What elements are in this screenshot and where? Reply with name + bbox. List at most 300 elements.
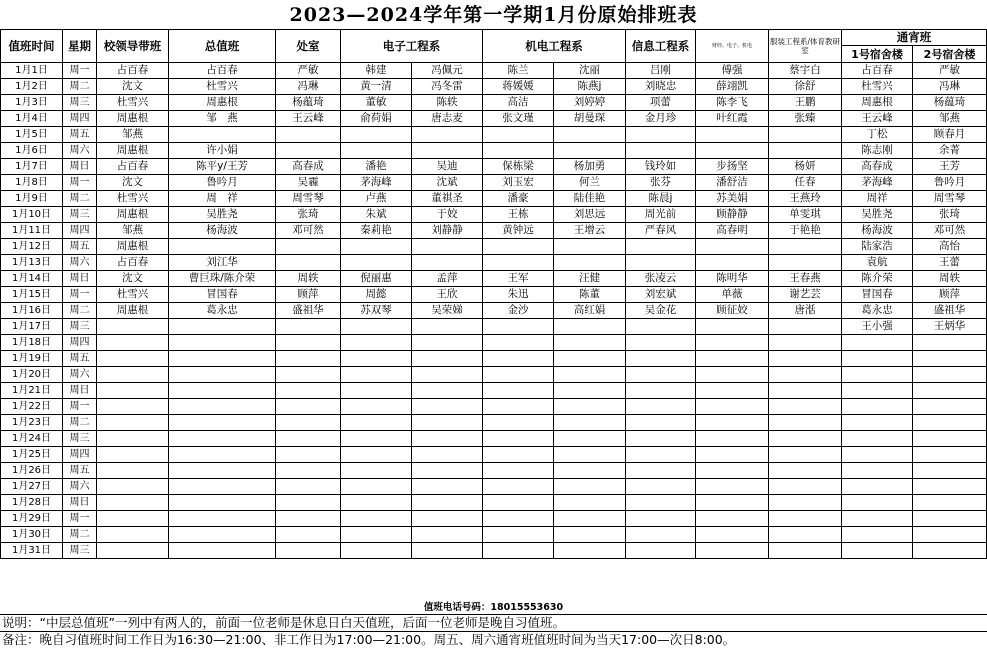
cell-garment-sports[interactable] xyxy=(769,543,842,559)
cell-leader[interactable] xyxy=(97,447,169,463)
cell-dorm2[interactable] xyxy=(913,479,987,495)
cell-mechatronics-1[interactable] xyxy=(483,431,554,447)
cell-mechatronics-2[interactable] xyxy=(554,319,626,335)
cell-mechatronics-1[interactable] xyxy=(483,351,554,367)
cell-dorm1[interactable] xyxy=(842,351,913,367)
cell-mechatronics-2[interactable] xyxy=(554,367,626,383)
cell-general[interactable] xyxy=(169,527,276,543)
cell-finance-elec-mech[interactable] xyxy=(696,527,769,543)
cell-mechatronics-1[interactable] xyxy=(483,367,554,383)
cell-electronics-1[interactable]: 朱斌 xyxy=(341,207,412,223)
cell-electronics-2[interactable] xyxy=(412,335,483,351)
cell-dorm2[interactable]: 顾萍 xyxy=(913,287,987,303)
cell-electronics-2[interactable]: 刘静静 xyxy=(412,223,483,239)
cell-mechatronics-1[interactable]: 高洁 xyxy=(483,95,554,111)
cell-it[interactable]: 吴金花 xyxy=(626,303,696,319)
cell-electronics-1[interactable] xyxy=(341,543,412,559)
cell-electronics-1[interactable] xyxy=(341,127,412,143)
cell-leader[interactable] xyxy=(97,479,169,495)
cell-leader[interactable] xyxy=(97,399,169,415)
cell-garment-sports[interactable] xyxy=(769,367,842,383)
cell-electronics-2[interactable]: 吴荣娣 xyxy=(412,303,483,319)
cell-electronics-2[interactable] xyxy=(412,543,483,559)
cell-dorm1[interactable] xyxy=(842,383,913,399)
cell-it[interactable]: 钱玲如 xyxy=(626,159,696,175)
cell-general[interactable]: 许小娟 xyxy=(169,143,276,159)
cell-leader[interactable]: 杜雪兴 xyxy=(97,287,169,303)
cell-dorm2[interactable] xyxy=(913,383,987,399)
cell-finance-elec-mech[interactable]: 叶红霞 xyxy=(696,111,769,127)
cell-dorm1[interactable]: 周惠根 xyxy=(842,95,913,111)
cell-office[interactable]: 王云峰 xyxy=(276,111,341,127)
cell-it[interactable] xyxy=(626,495,696,511)
cell-date[interactable]: 1月12日 xyxy=(1,239,63,255)
cell-weekday[interactable]: 周一 xyxy=(63,287,97,303)
cell-electronics-2[interactable]: 陈轶 xyxy=(412,95,483,111)
cell-finance-elec-mech[interactable] xyxy=(696,415,769,431)
cell-dorm1[interactable]: 周祥 xyxy=(842,191,913,207)
cell-electronics-2[interactable] xyxy=(412,511,483,527)
cell-mechatronics-1[interactable] xyxy=(483,447,554,463)
cell-garment-sports[interactable]: 徐舒 xyxy=(769,79,842,95)
cell-electronics-2[interactable]: 冯冬雷 xyxy=(412,79,483,95)
cell-mechatronics-2[interactable]: 高红娟 xyxy=(554,303,626,319)
cell-it[interactable]: 张芬 xyxy=(626,175,696,191)
cell-mechatronics-2[interactable]: 陆佳艳 xyxy=(554,191,626,207)
cell-leader[interactable]: 周惠根 xyxy=(97,111,169,127)
cell-garment-sports[interactable]: 任春 xyxy=(769,175,842,191)
cell-dorm2[interactable]: 周轶 xyxy=(913,271,987,287)
cell-finance-elec-mech[interactable]: 薛翊凯 xyxy=(696,79,769,95)
cell-dorm2[interactable]: 邹燕 xyxy=(913,111,987,127)
cell-date[interactable]: 1月3日 xyxy=(1,95,63,111)
cell-dorm2[interactable] xyxy=(913,399,987,415)
cell-garment-sports[interactable] xyxy=(769,255,842,271)
cell-dorm1[interactable]: 王云峰 xyxy=(842,111,913,127)
cell-finance-elec-mech[interactable] xyxy=(696,495,769,511)
cell-electronics-1[interactable] xyxy=(341,527,412,543)
cell-dorm2[interactable]: 张琦 xyxy=(913,207,987,223)
cell-leader[interactable] xyxy=(97,319,169,335)
cell-mechatronics-1[interactable] xyxy=(483,495,554,511)
cell-office[interactable] xyxy=(276,511,341,527)
cell-dorm1[interactable]: 陈志刚 xyxy=(842,143,913,159)
cell-mechatronics-2[interactable] xyxy=(554,143,626,159)
cell-dorm2[interactable]: 邓可然 xyxy=(913,223,987,239)
cell-electronics-2[interactable] xyxy=(412,479,483,495)
cell-general[interactable] xyxy=(169,367,276,383)
cell-electronics-1[interactable] xyxy=(341,399,412,415)
cell-leader[interactable]: 占百春 xyxy=(97,63,169,79)
cell-dorm2[interactable]: 杨蕴琦 xyxy=(913,95,987,111)
cell-electronics-2[interactable] xyxy=(412,239,483,255)
cell-dorm2[interactable]: 王芳 xyxy=(913,159,987,175)
cell-general[interactable] xyxy=(169,543,276,559)
cell-garment-sports[interactable] xyxy=(769,399,842,415)
cell-mechatronics-2[interactable]: 胡曼琛 xyxy=(554,111,626,127)
cell-dorm1[interactable] xyxy=(842,527,913,543)
cell-mechatronics-2[interactable] xyxy=(554,479,626,495)
cell-dorm1[interactable]: 占百春 xyxy=(842,63,913,79)
cell-electronics-1[interactable]: 俞荷娟 xyxy=(341,111,412,127)
cell-mechatronics-2[interactable] xyxy=(554,463,626,479)
cell-date[interactable]: 1月15日 xyxy=(1,287,63,303)
cell-general[interactable] xyxy=(169,319,276,335)
cell-finance-elec-mech[interactable]: 陈明华 xyxy=(696,271,769,287)
cell-finance-elec-mech[interactable] xyxy=(696,335,769,351)
cell-mechatronics-2[interactable] xyxy=(554,543,626,559)
cell-it[interactable] xyxy=(626,479,696,495)
cell-mechatronics-2[interactable] xyxy=(554,527,626,543)
cell-weekday[interactable]: 周三 xyxy=(63,543,97,559)
cell-mechatronics-1[interactable] xyxy=(483,239,554,255)
cell-electronics-1[interactable]: 韩建 xyxy=(341,63,412,79)
cell-mechatronics-1[interactable]: 金沙 xyxy=(483,303,554,319)
cell-it[interactable] xyxy=(626,127,696,143)
cell-office[interactable] xyxy=(276,143,341,159)
cell-weekday[interactable]: 周日 xyxy=(63,383,97,399)
cell-office[interactable] xyxy=(276,527,341,543)
cell-dorm1[interactable]: 葛永忠 xyxy=(842,303,913,319)
cell-it[interactable] xyxy=(626,335,696,351)
cell-it[interactable] xyxy=(626,447,696,463)
cell-date[interactable]: 1月29日 xyxy=(1,511,63,527)
cell-it[interactable] xyxy=(626,543,696,559)
cell-electronics-2[interactable]: 吴迪 xyxy=(412,159,483,175)
cell-garment-sports[interactable]: 于艳艳 xyxy=(769,223,842,239)
cell-it[interactable] xyxy=(626,319,696,335)
cell-weekday[interactable]: 周二 xyxy=(63,415,97,431)
cell-electronics-2[interactable]: 冯佩元 xyxy=(412,63,483,79)
cell-dorm2[interactable]: 高怡 xyxy=(913,239,987,255)
cell-dorm1[interactable]: 丁松 xyxy=(842,127,913,143)
cell-electronics-2[interactable]: 唐志麦 xyxy=(412,111,483,127)
cell-general[interactable] xyxy=(169,335,276,351)
cell-leader[interactable]: 周惠根 xyxy=(97,143,169,159)
cell-date[interactable]: 1月25日 xyxy=(1,447,63,463)
cell-electronics-1[interactable]: 苏双琴 xyxy=(341,303,412,319)
cell-dorm2[interactable] xyxy=(913,511,987,527)
cell-mechatronics-1[interactable] xyxy=(483,319,554,335)
cell-date[interactable]: 1月2日 xyxy=(1,79,63,95)
cell-it[interactable] xyxy=(626,463,696,479)
cell-office[interactable]: 周轶 xyxy=(276,271,341,287)
cell-finance-elec-mech[interactable] xyxy=(696,463,769,479)
cell-garment-sports[interactable]: 王鹏 xyxy=(769,95,842,111)
cell-garment-sports[interactable] xyxy=(769,447,842,463)
cell-garment-sports[interactable] xyxy=(769,319,842,335)
cell-mechatronics-2[interactable] xyxy=(554,431,626,447)
cell-finance-elec-mech[interactable] xyxy=(696,511,769,527)
cell-it[interactable] xyxy=(626,383,696,399)
cell-finance-elec-mech[interactable]: 单薇 xyxy=(696,287,769,303)
cell-leader[interactable] xyxy=(97,383,169,399)
cell-dorm1[interactable] xyxy=(842,415,913,431)
cell-date[interactable]: 1月28日 xyxy=(1,495,63,511)
cell-it[interactable]: 陈晨j xyxy=(626,191,696,207)
cell-dorm2[interactable] xyxy=(913,415,987,431)
cell-dorm2[interactable]: 盛祖华 xyxy=(913,303,987,319)
cell-date[interactable]: 1月26日 xyxy=(1,463,63,479)
cell-office[interactable]: 杨蕴琦 xyxy=(276,95,341,111)
cell-weekday[interactable]: 周三 xyxy=(63,319,97,335)
cell-electronics-2[interactable]: 沈斌 xyxy=(412,175,483,191)
cell-dorm1[interactable]: 杨海波 xyxy=(842,223,913,239)
cell-electronics-2[interactable] xyxy=(412,431,483,447)
cell-general[interactable] xyxy=(169,479,276,495)
cell-finance-elec-mech[interactable]: 顾静静 xyxy=(696,207,769,223)
cell-garment-sports[interactable]: 谢艺芸 xyxy=(769,287,842,303)
cell-mechatronics-2[interactable] xyxy=(554,383,626,399)
cell-finance-elec-mech[interactable] xyxy=(696,143,769,159)
cell-mechatronics-2[interactable] xyxy=(554,399,626,415)
cell-it[interactable] xyxy=(626,239,696,255)
cell-dorm1[interactable]: 杜雪兴 xyxy=(842,79,913,95)
cell-garment-sports[interactable]: 张臻 xyxy=(769,111,842,127)
cell-office[interactable] xyxy=(276,399,341,415)
cell-dorm1[interactable]: 冒国春 xyxy=(842,287,913,303)
cell-electronics-1[interactable] xyxy=(341,255,412,271)
cell-general[interactable] xyxy=(169,511,276,527)
cell-garment-sports[interactable] xyxy=(769,511,842,527)
cell-mechatronics-1[interactable] xyxy=(483,255,554,271)
cell-leader[interactable] xyxy=(97,511,169,527)
cell-general[interactable]: 曹巨珠/陈介荣 xyxy=(169,271,276,287)
cell-general[interactable]: 周 祥 xyxy=(169,191,276,207)
cell-dorm2[interactable]: 王蕾 xyxy=(913,255,987,271)
cell-mechatronics-1[interactable] xyxy=(483,463,554,479)
cell-weekday[interactable]: 周五 xyxy=(63,239,97,255)
cell-dorm1[interactable] xyxy=(842,447,913,463)
cell-date[interactable]: 1月16日 xyxy=(1,303,63,319)
cell-garment-sports[interactable] xyxy=(769,415,842,431)
cell-office[interactable]: 盛祖华 xyxy=(276,303,341,319)
cell-dorm2[interactable]: 鲁吟月 xyxy=(913,175,987,191)
cell-dorm2[interactable] xyxy=(913,447,987,463)
cell-it[interactable]: 项蕾 xyxy=(626,95,696,111)
cell-mechatronics-1[interactable] xyxy=(483,127,554,143)
cell-office[interactable] xyxy=(276,431,341,447)
cell-electronics-2[interactable]: 孟萍 xyxy=(412,271,483,287)
cell-finance-elec-mech[interactable] xyxy=(696,351,769,367)
cell-leader[interactable] xyxy=(97,543,169,559)
cell-it[interactable]: 金月珍 xyxy=(626,111,696,127)
cell-leader[interactable]: 杜雪兴 xyxy=(97,95,169,111)
cell-dorm2[interactable]: 周雪琴 xyxy=(913,191,987,207)
cell-mechatronics-1[interactable]: 刘玉宏 xyxy=(483,175,554,191)
cell-general[interactable]: 葛永忠 xyxy=(169,303,276,319)
cell-leader[interactable] xyxy=(97,351,169,367)
cell-leader[interactable]: 邹燕 xyxy=(97,223,169,239)
cell-it[interactable]: 张凌云 xyxy=(626,271,696,287)
cell-office[interactable] xyxy=(276,447,341,463)
cell-electronics-2[interactable]: 董祺圣 xyxy=(412,191,483,207)
cell-weekday[interactable]: 周五 xyxy=(63,351,97,367)
cell-dorm1[interactable] xyxy=(842,463,913,479)
cell-electronics-1[interactable] xyxy=(341,463,412,479)
cell-mechatronics-1[interactable]: 保栋梁 xyxy=(483,159,554,175)
cell-electronics-2[interactable] xyxy=(412,127,483,143)
cell-mechatronics-2[interactable] xyxy=(554,351,626,367)
cell-mechatronics-1[interactable] xyxy=(483,543,554,559)
cell-finance-elec-mech[interactable] xyxy=(696,447,769,463)
cell-leader[interactable] xyxy=(97,431,169,447)
cell-date[interactable]: 1月1日 xyxy=(1,63,63,79)
cell-finance-elec-mech[interactable] xyxy=(696,383,769,399)
cell-garment-sports[interactable] xyxy=(769,239,842,255)
cell-finance-elec-mech[interactable] xyxy=(696,255,769,271)
cell-office[interactable] xyxy=(276,543,341,559)
cell-date[interactable]: 1月20日 xyxy=(1,367,63,383)
cell-general[interactable]: 冒国春 xyxy=(169,287,276,303)
cell-general[interactable]: 鲁吟月 xyxy=(169,175,276,191)
cell-general[interactable] xyxy=(169,447,276,463)
cell-electronics-1[interactable] xyxy=(341,143,412,159)
cell-weekday[interactable]: 周二 xyxy=(63,191,97,207)
cell-date[interactable]: 1月18日 xyxy=(1,335,63,351)
cell-office[interactable]: 高春成 xyxy=(276,159,341,175)
cell-leader[interactable]: 周惠根 xyxy=(97,239,169,255)
cell-mechatronics-1[interactable] xyxy=(483,399,554,415)
cell-electronics-2[interactable] xyxy=(412,415,483,431)
cell-weekday[interactable]: 周六 xyxy=(63,143,97,159)
cell-general[interactable] xyxy=(169,383,276,399)
cell-date[interactable]: 1月27日 xyxy=(1,479,63,495)
cell-mechatronics-1[interactable]: 王军 xyxy=(483,271,554,287)
cell-mechatronics-1[interactable] xyxy=(483,479,554,495)
cell-electronics-1[interactable]: 秦莉艳 xyxy=(341,223,412,239)
cell-electronics-2[interactable] xyxy=(412,527,483,543)
cell-electronics-1[interactable] xyxy=(341,447,412,463)
cell-finance-elec-mech[interactable]: 高春明 xyxy=(696,223,769,239)
cell-it[interactable]: 刘宏斌 xyxy=(626,287,696,303)
cell-office[interactable]: 邓可然 xyxy=(276,223,341,239)
cell-office[interactable]: 严敏 xyxy=(276,63,341,79)
cell-weekday[interactable]: 周三 xyxy=(63,95,97,111)
cell-mechatronics-2[interactable]: 沈丽 xyxy=(554,63,626,79)
cell-it[interactable] xyxy=(626,511,696,527)
cell-general[interactable] xyxy=(169,399,276,415)
cell-office[interactable] xyxy=(276,479,341,495)
cell-dorm2[interactable] xyxy=(913,351,987,367)
cell-dorm1[interactable] xyxy=(842,543,913,559)
cell-date[interactable]: 1月8日 xyxy=(1,175,63,191)
cell-date[interactable]: 1月14日 xyxy=(1,271,63,287)
cell-electronics-1[interactable]: 倪丽惠 xyxy=(341,271,412,287)
cell-weekday[interactable]: 周六 xyxy=(63,479,97,495)
cell-mechatronics-1[interactable] xyxy=(483,527,554,543)
cell-office[interactable] xyxy=(276,463,341,479)
cell-date[interactable]: 1月4日 xyxy=(1,111,63,127)
cell-mechatronics-2[interactable]: 王增云 xyxy=(554,223,626,239)
cell-date[interactable]: 1月13日 xyxy=(1,255,63,271)
cell-it[interactable] xyxy=(626,367,696,383)
cell-finance-elec-mech[interactable] xyxy=(696,543,769,559)
cell-leader[interactable]: 沈文 xyxy=(97,79,169,95)
cell-finance-elec-mech[interactable] xyxy=(696,399,769,415)
cell-electronics-2[interactable] xyxy=(412,463,483,479)
cell-leader[interactable]: 占百春 xyxy=(97,255,169,271)
cell-weekday[interactable]: 周三 xyxy=(63,207,97,223)
cell-garment-sports[interactable]: 唐湉 xyxy=(769,303,842,319)
cell-garment-sports[interactable] xyxy=(769,335,842,351)
cell-finance-elec-mech[interactable] xyxy=(696,367,769,383)
cell-dorm2[interactable] xyxy=(913,335,987,351)
cell-electronics-1[interactable]: 周懿 xyxy=(341,287,412,303)
cell-it[interactable] xyxy=(626,143,696,159)
cell-it[interactable] xyxy=(626,255,696,271)
cell-mechatronics-1[interactable] xyxy=(483,511,554,527)
cell-it[interactable]: 周光前 xyxy=(626,207,696,223)
cell-mechatronics-2[interactable] xyxy=(554,415,626,431)
cell-it[interactable] xyxy=(626,431,696,447)
cell-garment-sports[interactable] xyxy=(769,127,842,143)
cell-mechatronics-1[interactable]: 张文瑾 xyxy=(483,111,554,127)
cell-garment-sports[interactable] xyxy=(769,527,842,543)
cell-mechatronics-1[interactable]: 王栋 xyxy=(483,207,554,223)
cell-finance-elec-mech[interactable] xyxy=(696,127,769,143)
cell-it[interactable]: 刘晓忠 xyxy=(626,79,696,95)
cell-garment-sports[interactable] xyxy=(769,431,842,447)
cell-dorm1[interactable]: 吴胜尧 xyxy=(842,207,913,223)
cell-weekday[interactable]: 周一 xyxy=(63,511,97,527)
cell-dorm1[interactable]: 茅海峰 xyxy=(842,175,913,191)
cell-mechatronics-1[interactable]: 蒋媛媛 xyxy=(483,79,554,95)
cell-garment-sports[interactable] xyxy=(769,383,842,399)
cell-general[interactable] xyxy=(169,431,276,447)
cell-dorm2[interactable] xyxy=(913,367,987,383)
cell-dorm2[interactable]: 余菁 xyxy=(913,143,987,159)
cell-it[interactable] xyxy=(626,399,696,415)
cell-electronics-2[interactable] xyxy=(412,399,483,415)
cell-weekday[interactable]: 周二 xyxy=(63,79,97,95)
cell-dorm2[interactable] xyxy=(913,463,987,479)
cell-electronics-1[interactable] xyxy=(341,431,412,447)
cell-electronics-2[interactable] xyxy=(412,447,483,463)
cell-mechatronics-1[interactable] xyxy=(483,335,554,351)
cell-weekday[interactable]: 周五 xyxy=(63,127,97,143)
cell-general[interactable]: 陈平y/王芳 xyxy=(169,159,276,175)
cell-mechatronics-1[interactable] xyxy=(483,383,554,399)
cell-office[interactable] xyxy=(276,335,341,351)
cell-weekday[interactable]: 周四 xyxy=(63,335,97,351)
cell-finance-elec-mech[interactable]: 步扬坚 xyxy=(696,159,769,175)
cell-leader[interactable]: 沈文 xyxy=(97,271,169,287)
cell-dorm1[interactable] xyxy=(842,399,913,415)
cell-weekday[interactable]: 周三 xyxy=(63,431,97,447)
cell-general[interactable]: 吴胜尧 xyxy=(169,207,276,223)
cell-office[interactable] xyxy=(276,351,341,367)
cell-dorm2[interactable]: 严敏 xyxy=(913,63,987,79)
cell-dorm1[interactable]: 袁航 xyxy=(842,255,913,271)
cell-leader[interactable]: 邹燕 xyxy=(97,127,169,143)
cell-electronics-1[interactable] xyxy=(341,351,412,367)
cell-mechatronics-2[interactable]: 汪健 xyxy=(554,271,626,287)
cell-dorm1[interactable]: 陈介荣 xyxy=(842,271,913,287)
cell-weekday[interactable]: 周四 xyxy=(63,111,97,127)
cell-electronics-2[interactable] xyxy=(412,495,483,511)
cell-electronics-1[interactable] xyxy=(341,383,412,399)
cell-leader[interactable] xyxy=(97,415,169,431)
cell-electronics-1[interactable] xyxy=(341,479,412,495)
cell-electronics-2[interactable] xyxy=(412,319,483,335)
cell-dorm2[interactable]: 冯琳 xyxy=(913,79,987,95)
cell-date[interactable]: 1月11日 xyxy=(1,223,63,239)
cell-electronics-1[interactable]: 卢燕 xyxy=(341,191,412,207)
cell-general[interactable]: 占百春 xyxy=(169,63,276,79)
cell-electronics-1[interactable]: 茅海峰 xyxy=(341,175,412,191)
cell-leader[interactable]: 沈文 xyxy=(97,175,169,191)
